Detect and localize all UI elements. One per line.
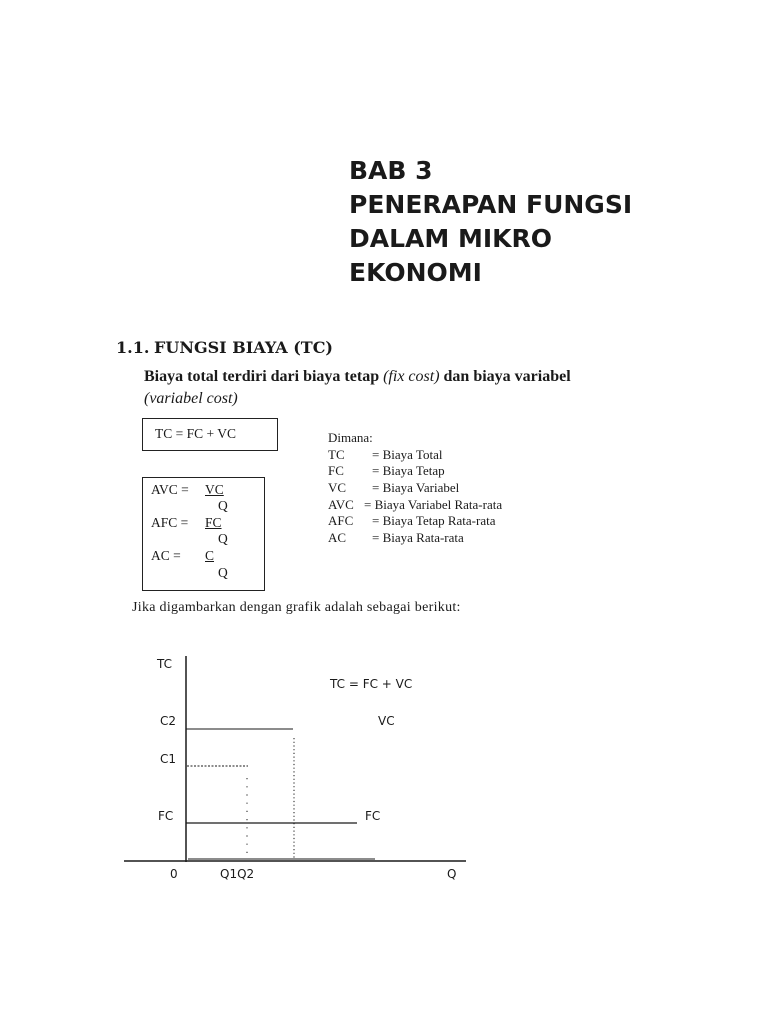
q-tick-labels: Q1Q2 xyxy=(220,867,255,881)
chapter-line-3: DALAM MIKRO xyxy=(349,224,553,253)
graph-caption: Jika digambarkan dengan grafik adalah sebagai berikut: xyxy=(132,600,461,615)
intro-part-2: dan biaya variabel xyxy=(439,368,571,385)
c1-label: C1 xyxy=(160,752,177,766)
vc-label: VC xyxy=(378,714,395,728)
afc-numerator: FC xyxy=(205,515,222,530)
ac-denominator: Q xyxy=(218,565,228,580)
intro-part-1: Biaya total terdiri dari biaya tetap xyxy=(144,368,384,385)
y-axis-label: TC xyxy=(157,657,173,671)
afc-denominator: Q xyxy=(218,531,228,546)
intro-italic-2: (variabel cost) xyxy=(144,390,238,407)
c2-label: C2 xyxy=(160,714,177,728)
chapter-line-4: EKONOMI xyxy=(349,258,482,287)
intro-paragraph xyxy=(144,366,624,410)
x-axis-label: Q xyxy=(447,867,457,881)
tc-formula: TC = FC + VC xyxy=(155,426,236,441)
section-number: 1.1. xyxy=(116,338,150,357)
avc-numerator: VC xyxy=(205,482,224,497)
ac-numerator: C xyxy=(205,548,215,563)
section-title-text: FUNGSI BIAYA (TC) xyxy=(154,338,333,357)
fc-label-right: FC xyxy=(365,809,381,823)
chapter-line-2: PENERAPAN FUNGSI xyxy=(349,190,633,219)
section-title xyxy=(116,338,333,357)
intro-italic-1: (fix cost) xyxy=(383,368,440,385)
tc-formula-box xyxy=(142,418,278,451)
origin-label: 0 xyxy=(170,867,178,881)
cost-graph xyxy=(0,640,768,900)
chapter-heading xyxy=(349,154,749,290)
chapter-line-1: BAB 3 xyxy=(349,156,433,185)
ac-left: AC = xyxy=(151,548,181,563)
ratio-formula-box xyxy=(142,477,265,591)
avc-denominator: Q xyxy=(218,498,228,513)
avc-left: AVC = xyxy=(151,482,189,497)
tc-curve-label: TC = FC + VC xyxy=(330,677,413,691)
afc-left: AFC = xyxy=(151,515,189,530)
fc-label-left: FC xyxy=(158,809,174,823)
